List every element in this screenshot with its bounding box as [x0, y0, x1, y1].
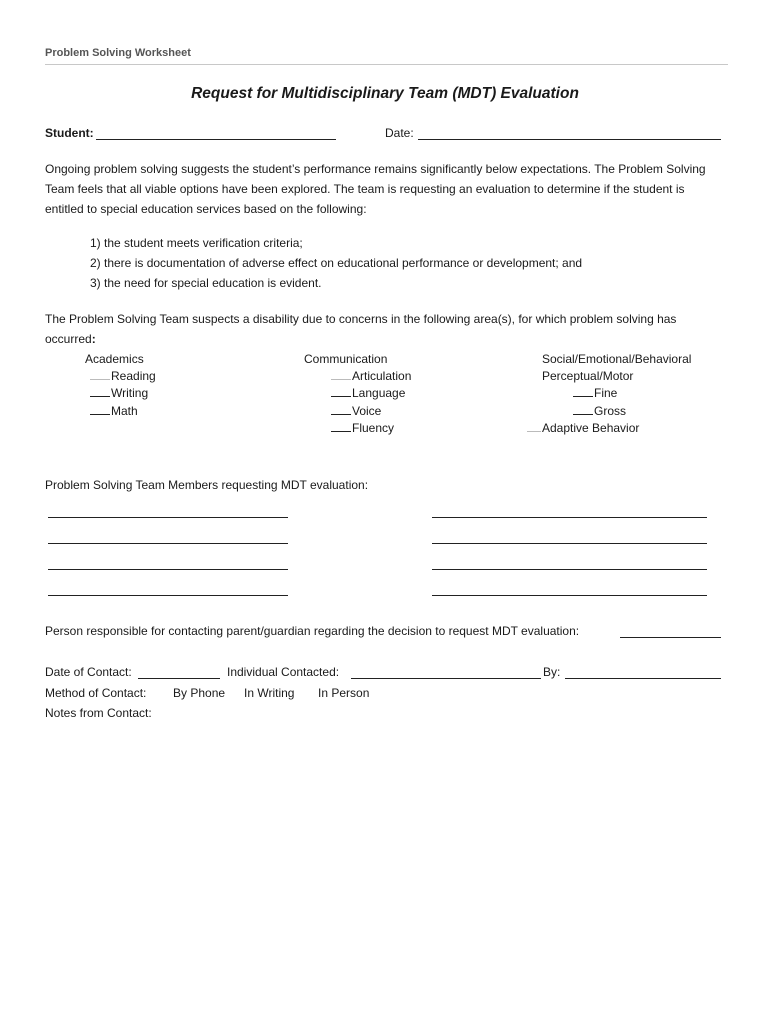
voice-label: Voice	[352, 404, 382, 418]
checkbox-reading[interactable]	[90, 369, 156, 383]
suspects-text: The Problem Solving Team suspects a disability due to concerns in the following area(s), for which problem solving has	[45, 312, 677, 326]
team-member-signature-4[interactable]	[432, 543, 707, 544]
worksheet-header: Problem Solving Worksheet	[45, 47, 191, 59]
team-member-signature-2[interactable]	[432, 517, 707, 518]
individual-contacted-field[interactable]	[351, 678, 541, 679]
header-divider	[45, 64, 728, 65]
fluency-label: Fluency	[352, 421, 395, 435]
fluency-blank[interactable]	[331, 431, 351, 432]
gross-blank[interactable]	[573, 414, 593, 415]
method-in-person[interactable]: In Person	[318, 686, 370, 700]
criteria-item-3: 3) the need for special education is evident.	[90, 276, 322, 290]
criteria-item-2: 2) there is documentation of adverse effect on educational performance or development; and	[90, 256, 583, 270]
checkbox-gross[interactable]	[573, 404, 626, 418]
occurred-colon: :	[91, 332, 96, 346]
checkbox-math[interactable]	[90, 404, 138, 418]
intro-paragraph: Ongoing problem solving suggests the student’s performance remains significantly below expectations. The Problem Solving Team feels that all viable options have been explored. The team is requesting an evaluation to determine if the student is entitled to special education services based on the following:	[45, 162, 706, 216]
team-member-signature-3[interactable]	[48, 543, 288, 544]
checkbox-voice[interactable]	[331, 404, 381, 418]
language-blank[interactable]	[331, 396, 351, 397]
adaptive-label: Adaptive Behavior	[542, 421, 640, 435]
checkbox-writing[interactable]	[90, 386, 148, 400]
gross-label: Gross	[594, 404, 627, 418]
checkbox-fine[interactable]	[573, 386, 617, 400]
page-title: Request for Multidisciplinary Team (MDT) Evaluation	[191, 85, 579, 102]
method-by-phone[interactable]: By Phone	[173, 686, 226, 700]
date-field[interactable]	[418, 139, 721, 140]
academics-heading: Academics	[85, 352, 144, 366]
math-label: Math	[111, 404, 138, 418]
date-of-contact-field[interactable]	[138, 678, 220, 679]
team-member-signature-5[interactable]	[48, 569, 288, 570]
reading-label: Reading	[111, 369, 156, 383]
team-members-label: Problem Solving Team Members requesting MDT evaluation:	[45, 478, 369, 492]
perceptual-motor-heading: Perceptual/Motor	[542, 369, 634, 383]
responsible-person-field[interactable]	[620, 637, 721, 638]
notes-from-contact-label: Notes from Contact:	[45, 706, 152, 720]
date-label: Date:	[385, 126, 414, 140]
method-of-contact-label: Method of Contact:	[45, 686, 147, 700]
team-member-signature-7[interactable]	[48, 595, 288, 596]
date-of-contact-label: Date of Contact:	[45, 665, 132, 679]
individual-contacted-label: Individual Contacted:	[227, 665, 340, 679]
checkbox-language[interactable]	[331, 386, 405, 400]
checkbox-fluency[interactable]	[331, 421, 394, 435]
articulation-label: Articulation	[352, 369, 412, 383]
team-member-signature-6[interactable]	[432, 569, 707, 570]
reading-blank[interactable]	[90, 379, 110, 380]
fine-blank[interactable]	[573, 396, 593, 397]
writing-label: Writing	[111, 386, 149, 400]
by-label: By:	[543, 665, 561, 679]
voice-blank[interactable]	[331, 414, 351, 415]
by-field[interactable]	[565, 678, 721, 679]
responsible-person-label: Person responsible for contacting parent/guardian regarding the decision to request MDT evaluation:	[45, 624, 580, 638]
articulation-blank[interactable]	[331, 379, 351, 380]
team-member-signature-1[interactable]	[48, 517, 288, 518]
student-label: Student:	[45, 126, 94, 140]
method-in-writing[interactable]: In Writing	[244, 686, 295, 700]
suspects-occurred	[45, 332, 96, 346]
occurred-word: occurred	[45, 332, 92, 346]
criteria-item-1: 1) the student meets verification criteria;	[90, 236, 303, 250]
adaptive-blank[interactable]	[527, 431, 541, 432]
math-blank[interactable]	[90, 414, 110, 415]
checkbox-adaptive-behavior[interactable]	[527, 421, 639, 435]
communication-heading: Communication	[304, 352, 388, 366]
writing-blank[interactable]	[90, 396, 110, 397]
language-label: Language	[352, 386, 406, 400]
fine-label: Fine	[594, 386, 618, 400]
checkbox-articulation[interactable]	[331, 369, 411, 383]
team-member-signature-8[interactable]	[432, 595, 707, 596]
social-emotional-heading: Social/Emotional/Behavioral	[542, 352, 692, 366]
student-field[interactable]	[96, 139, 336, 140]
